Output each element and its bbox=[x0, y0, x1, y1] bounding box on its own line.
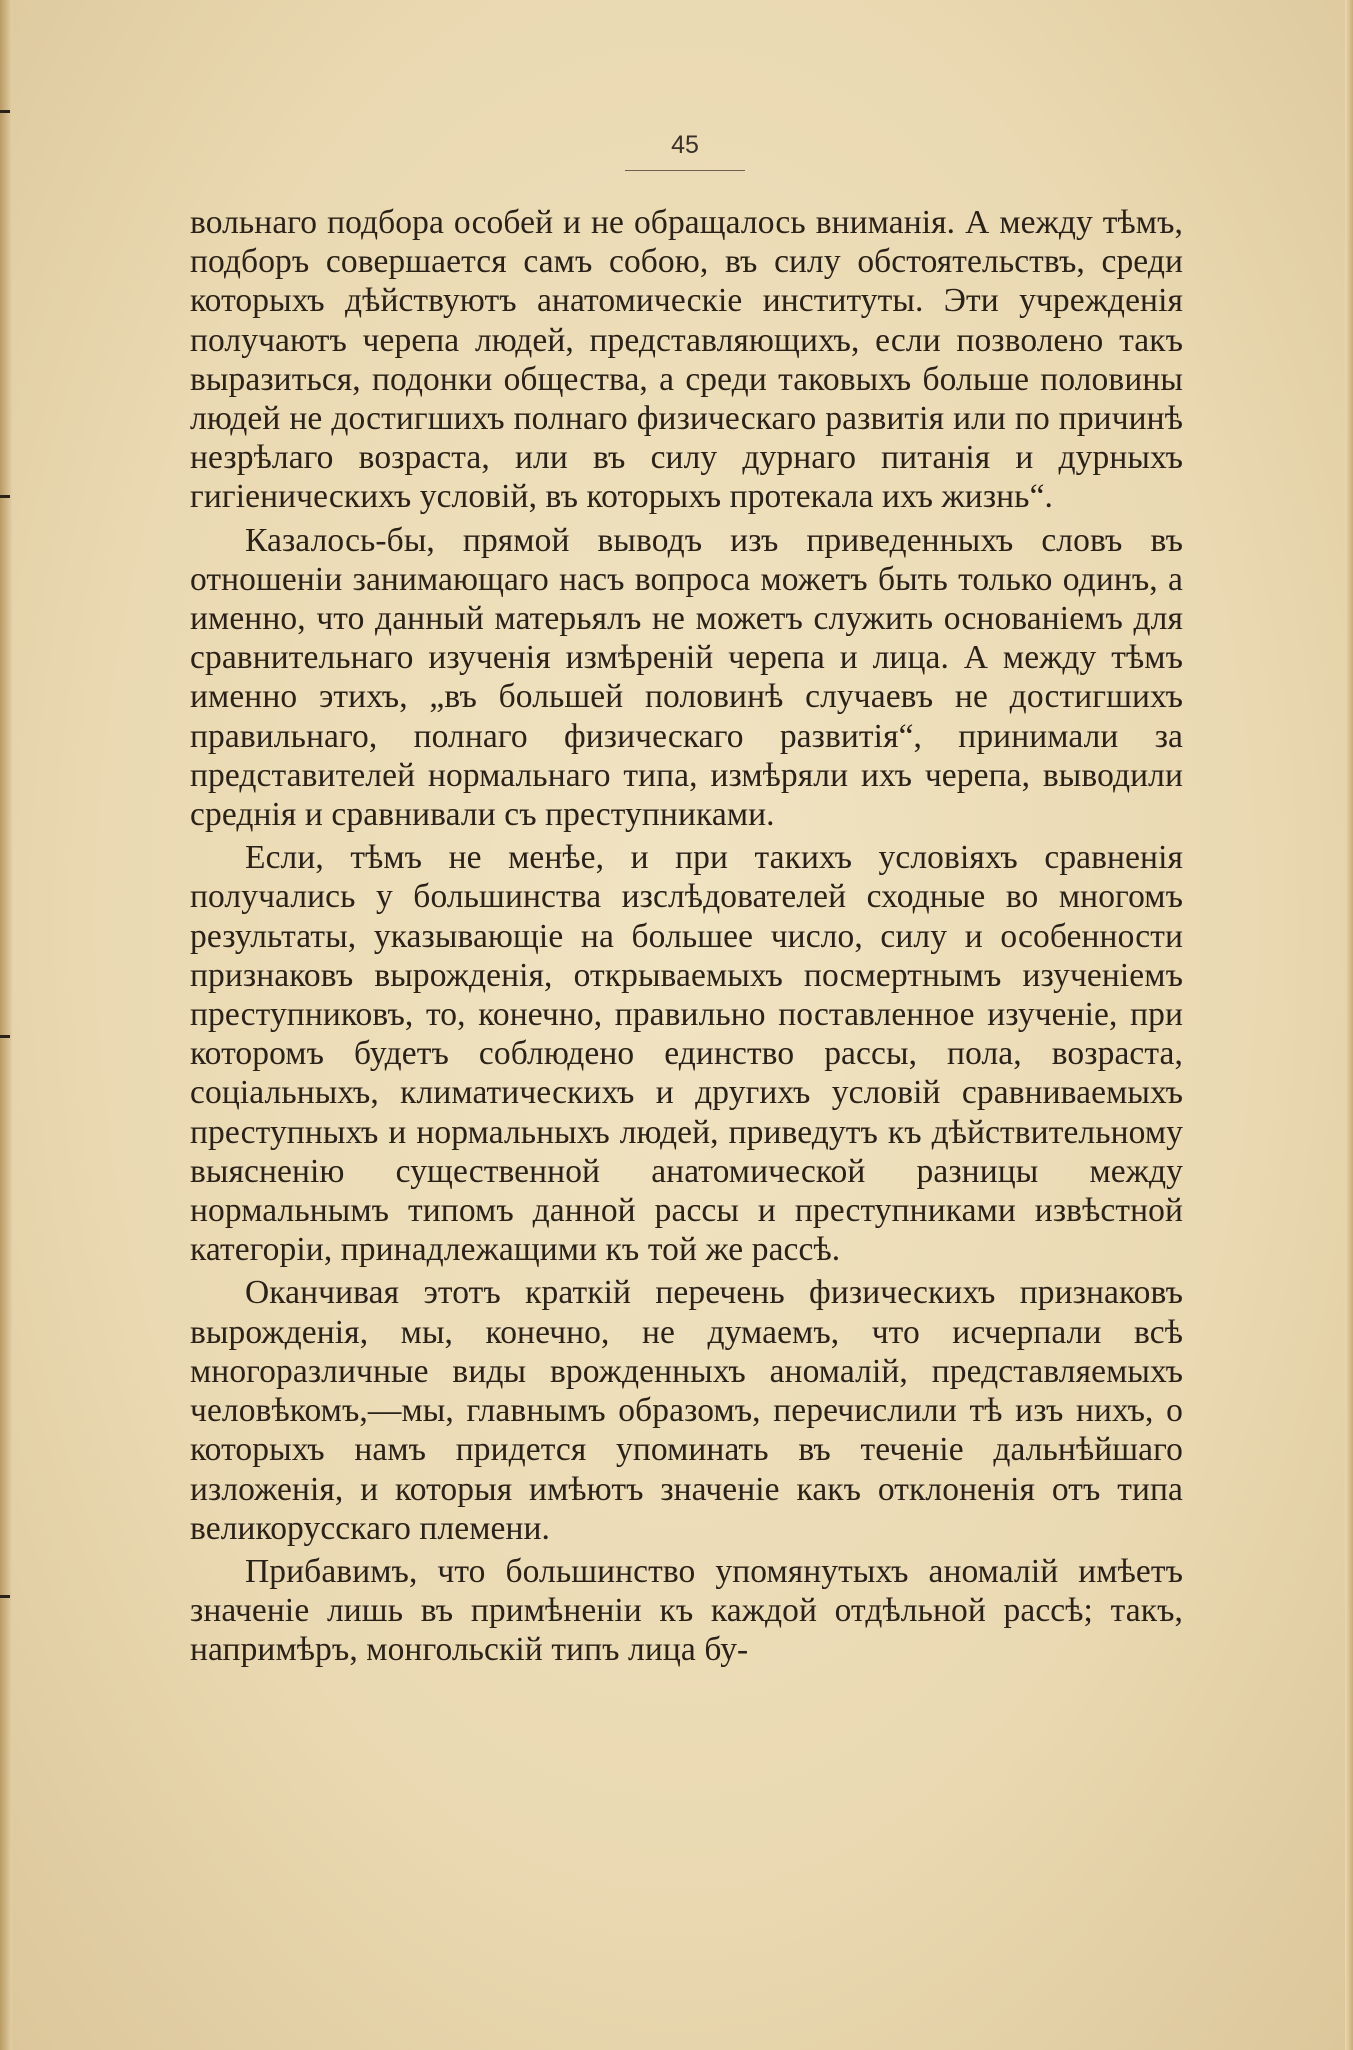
paragraph: Оканчивая этотъ краткій перечень физическихъ признаковъ вырожденія, мы, конечно, не думаемъ, что исчерпали всѣ многоразличные виды врожденныхъ аномалій, представляемыхъ человѣкомъ,—мы, главнымъ образомъ, перечислили тѣ изъ нихъ, о которыхъ намъ придется упоминать въ теченіе дальнѣйшаго изложенія, и которыя имѣютъ значеніе какъ отклоненія отъ типа великорусскаго племени. bbox=[190, 1274, 1183, 1547]
margin-mark bbox=[0, 495, 10, 498]
paragraph: Казалось-бы, прямой выводъ изъ приведенныхъ словъ въ отношеніи занимающаго насъ вопроса можетъ быть только одинъ, а именно, что данный матерьялъ не можетъ служить основаніемъ для сравнительнаго изученія измѣреній черепа и лица. А между тѣмъ именно этихъ, „въ большей половинѣ случаевъ не достигшихъ правильнаго, полнаго физическаго развитія“, принимали за представителей нормальнаго типа, измѣряли ихъ черепа, выводили среднія и сравнивали съ преступниками. bbox=[190, 521, 1183, 834]
margin-mark bbox=[0, 110, 10, 113]
margin-mark bbox=[0, 1035, 10, 1038]
page-number: 45 bbox=[671, 131, 699, 159]
page-right-edge bbox=[1345, 0, 1353, 2050]
margin-mark bbox=[0, 1595, 10, 1598]
paragraph-continued: вольнаго подбора особей и не обращалось вниманія. А между тѣмъ, подборъ совершается самъ собою, въ силу обстоятельствъ, среди которыхъ дѣйствуютъ анатомическіе институты. Эти учрежденія получаютъ черепа людей, представляющихъ, если позволено такъ выразиться, подонки общества, а среди таковыхъ больше половины людей не достигшихъ полнаго физическаго развитія или по причинѣ незрѣлаго возраста, или въ силу дурнаго питанія и дурныхъ гигіеническихъ условій, въ которыхъ протекала ихъ жизнь“. bbox=[190, 204, 1183, 516]
header-rule bbox=[625, 170, 745, 171]
paragraph: Если, тѣмъ не менѣе, и при такихъ условіяхъ сравненія получались у большинства изслѣдователей сходные во многомъ результаты, указывающіе на большее число, силу и особенности признаковъ вырожденія, открываемыхъ посмертнымъ изученіемъ преступниковъ, то, конечно, правильно поставленное изученіе, при которомъ будетъ соблюдено единство рассы, пола, возраста, соціальныхъ, климатическихъ и другихъ условій сравниваемыхъ преступныхъ и нормальныхъ людей, приведутъ къ дѣйствительному выясненію существенной анатомической разницы между нормальнымъ типомъ данной рассы и преступниками извѣстной категоріи, принадлежащими къ той же рассѣ. bbox=[190, 839, 1183, 1269]
body-text bbox=[190, 203, 1183, 1670]
paragraph: Прибавимъ, что большинство упомянутыхъ аномалій имѣетъ значеніе лишь въ примѣненіи къ каждой отдѣльной рассѣ; такъ, напримѣръ, монгольскій типъ лица бу- bbox=[190, 1552, 1183, 1669]
page-left-edge bbox=[0, 0, 12, 2050]
